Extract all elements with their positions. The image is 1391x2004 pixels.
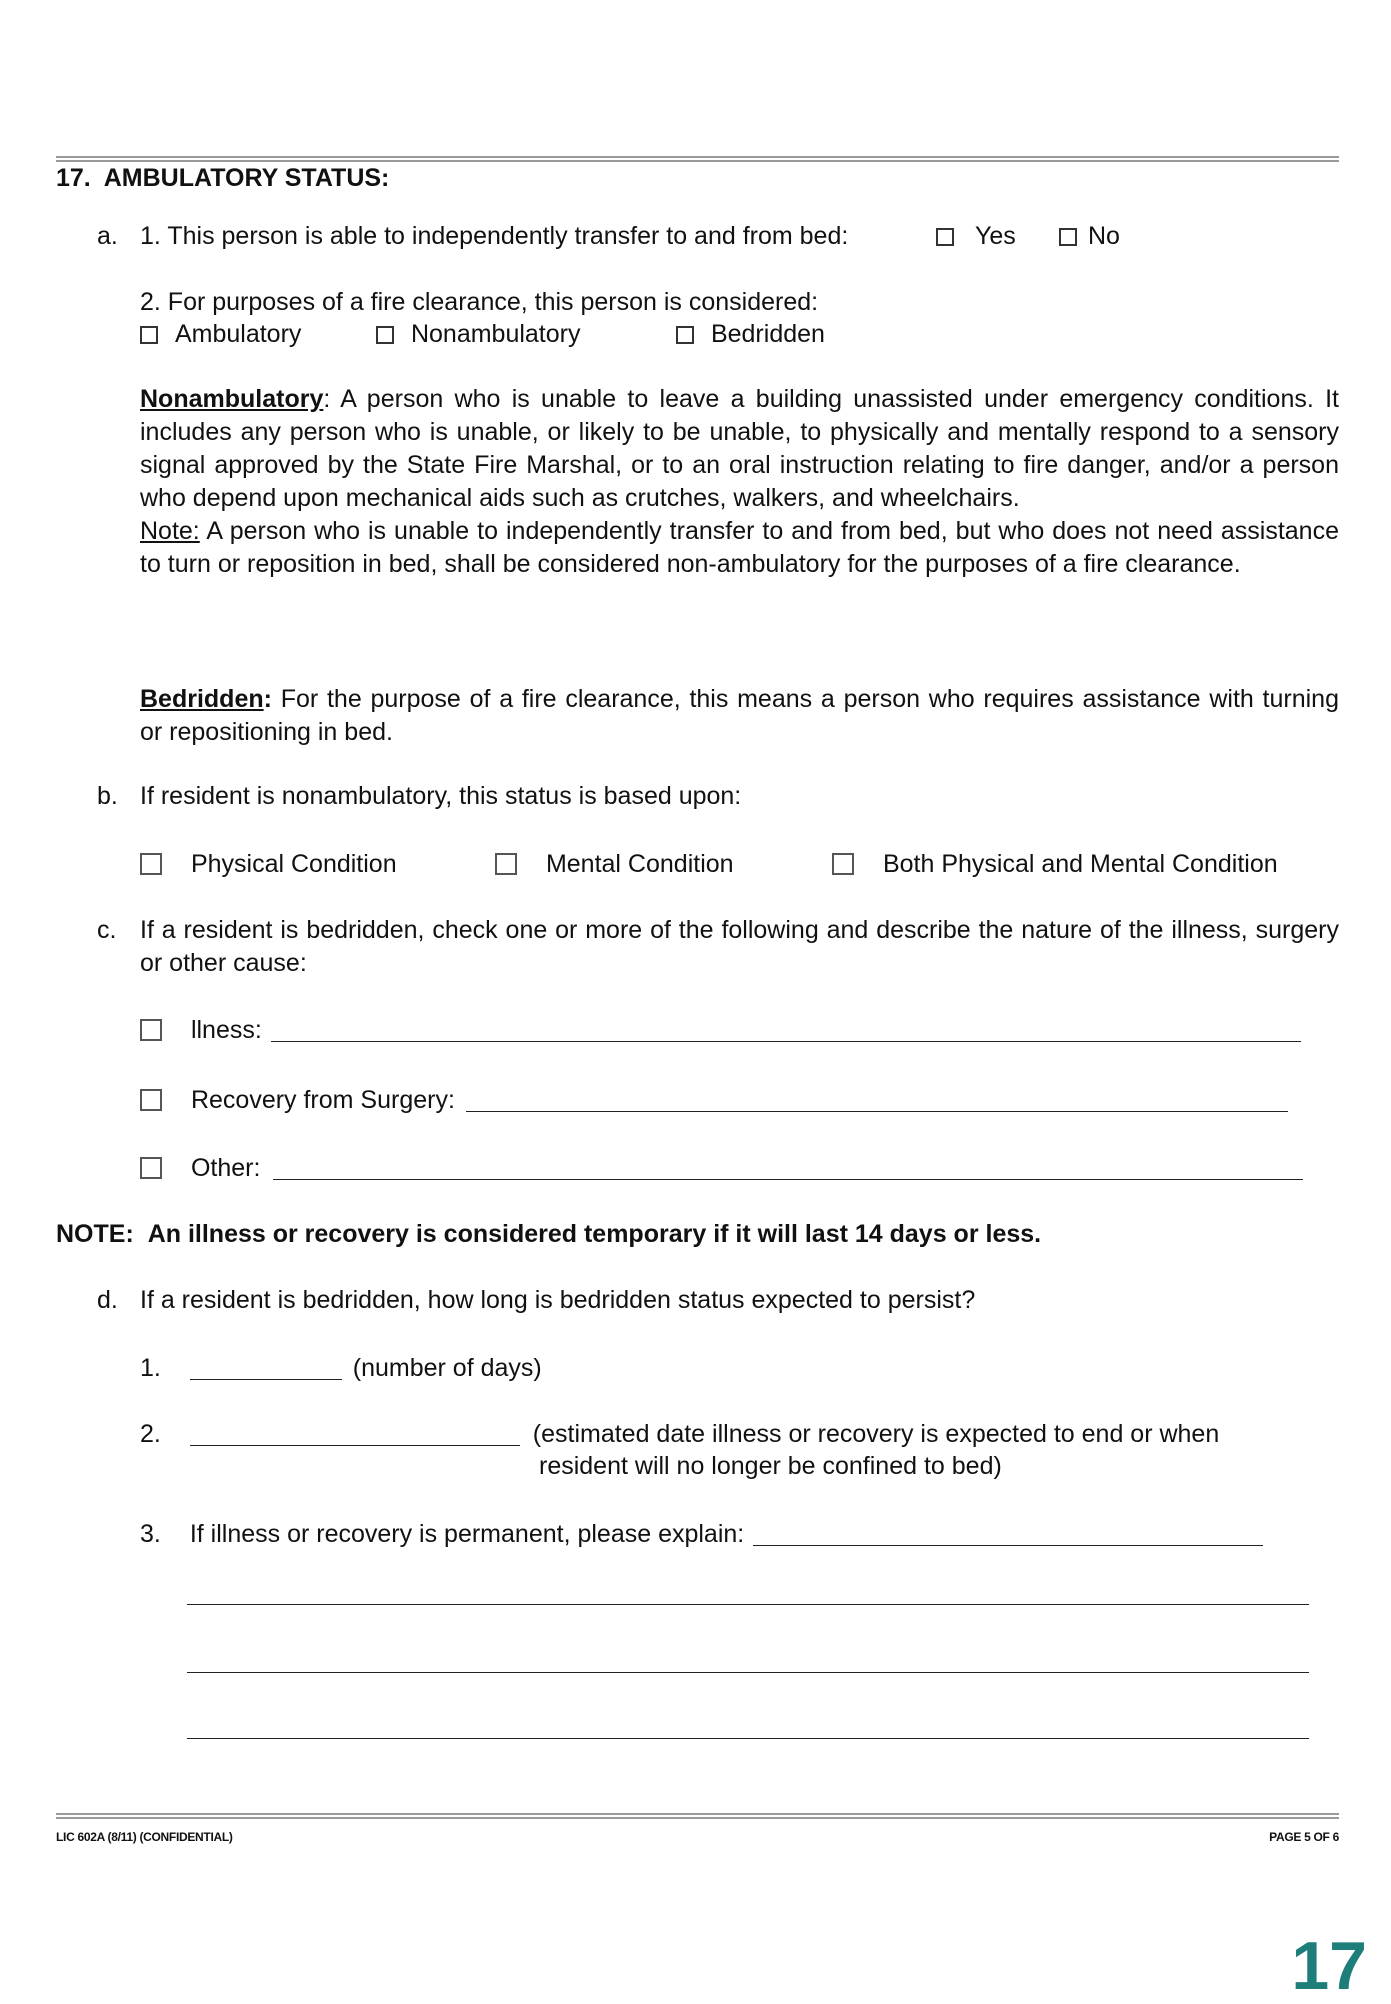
bedridden-checkbox[interactable] bbox=[676, 326, 694, 344]
transfer-yes-option[interactable] bbox=[936, 220, 1016, 252]
permanent-row bbox=[140, 1518, 1263, 1550]
nonambulatory-definition-text: : A person who is unable to leave a building unassisted under emergency conditions. It includes any person who is unable, or likely to be unable, to physically and mentally respond to a sensory signal approved by the State Fire Marshal, or to an oral instruction relating to fire danger, and/or a person who depend upon mechanical aids such as crutches, walkers, and wheelchairs. bbox=[140, 385, 1339, 512]
explanation-line-3[interactable] bbox=[187, 1714, 1309, 1739]
section-heading bbox=[56, 162, 389, 194]
both-conditions-option[interactable] bbox=[832, 848, 1278, 880]
temporary-note-text: An illness or recovery is considered temporary if it will last 14 days or less. bbox=[147, 1220, 1042, 1248]
illness-checkbox[interactable] bbox=[140, 1019, 162, 1041]
section-number: 17. bbox=[56, 164, 91, 192]
item-a-letter: a. bbox=[97, 222, 118, 250]
physical-condition-option[interactable] bbox=[140, 848, 397, 880]
other-cause-row bbox=[140, 1152, 1303, 1184]
section-title: AMBULATORY STATUS: bbox=[103, 164, 390, 192]
physical-condition-label: Physical Condition bbox=[190, 850, 397, 878]
mental-condition-option[interactable] bbox=[495, 848, 734, 880]
ambulatory-checkbox[interactable] bbox=[140, 326, 158, 344]
end-date-number: 2. bbox=[140, 1420, 161, 1448]
transfer-no-option[interactable] bbox=[1059, 220, 1120, 252]
illness-row bbox=[140, 1014, 1301, 1046]
nonambulatory-definition bbox=[140, 383, 1339, 581]
ambulatory-label: Ambulatory bbox=[174, 320, 302, 348]
physical-condition-checkbox[interactable] bbox=[140, 853, 162, 875]
end-date-input[interactable] bbox=[190, 1421, 520, 1446]
days-input[interactable] bbox=[190, 1355, 342, 1380]
both-conditions-label: Both Physical and Mental Condition bbox=[882, 850, 1278, 878]
permanent-label: If illness or recovery is permanent, please explain: bbox=[189, 1520, 745, 1548]
page-number-badge: 17 bbox=[1291, 1928, 1367, 2004]
days-label: (number of days) bbox=[352, 1354, 542, 1382]
nonambulatory-checkbox[interactable] bbox=[376, 326, 394, 344]
item-c-letter: c. bbox=[97, 916, 117, 944]
days-number: 1. bbox=[140, 1354, 161, 1382]
explanation-line-2[interactable] bbox=[187, 1648, 1309, 1673]
temporary-note-label: NOTE: bbox=[56, 1220, 134, 1248]
mental-condition-label: Mental Condition bbox=[545, 850, 734, 878]
permanent-number: 3. bbox=[140, 1520, 161, 1548]
transfer-no-label: No bbox=[1087, 222, 1120, 250]
end-date-row bbox=[140, 1418, 1219, 1450]
other-cause-input[interactable] bbox=[273, 1155, 1303, 1180]
transfer-no-checkbox[interactable] bbox=[1059, 228, 1077, 246]
mental-condition-checkbox[interactable] bbox=[495, 853, 517, 875]
item-d-letter: d. bbox=[97, 1286, 118, 1314]
bedridden-term: Bedridden bbox=[140, 685, 264, 713]
note-text: A person who is unable to independently transfer to and from bed, but who does not need assistance to turn or reposition in bed, shall be considered non-ambulatory for the purposes of a fire clearance. bbox=[140, 517, 1339, 578]
item-b-letter: b. bbox=[97, 782, 118, 810]
surgery-label: Recovery from Surgery: bbox=[190, 1086, 455, 1114]
nonambulatory-basis-question: If resident is nonambulatory, this status is based upon: bbox=[140, 782, 742, 810]
nonambulatory-term: Nonambulatory bbox=[140, 385, 324, 413]
surgery-row bbox=[140, 1084, 1288, 1116]
note-label: Note: bbox=[140, 517, 200, 545]
end-date-label-line2: resident will no longer be confined to bed) bbox=[539, 1452, 1002, 1480]
temporary-note bbox=[56, 1218, 1041, 1250]
bottom-divider bbox=[56, 1813, 1339, 1819]
illness-input[interactable] bbox=[271, 1017, 1301, 1042]
transfer-question: 1. This person is able to independently transfer to and from bed: bbox=[140, 222, 849, 250]
bedridden-definition-text: For the purpose of a fire clearance, this means a person who requires assistance with turning or repositioning in bed. bbox=[140, 685, 1339, 746]
both-conditions-checkbox[interactable] bbox=[832, 853, 854, 875]
transfer-yes-checkbox[interactable] bbox=[936, 228, 954, 246]
other-cause-label: Other: bbox=[190, 1154, 261, 1182]
page-indicator: PAGE 5 OF 6 bbox=[1269, 1830, 1339, 1844]
illness-label: llness: bbox=[190, 1016, 262, 1044]
days-row bbox=[140, 1352, 542, 1384]
form-id: LIC 602A (8/11) (CONFIDENTIAL) bbox=[56, 1830, 233, 1844]
duration-question: If a resident is bedridden, how long is bedridden status expected to persist? bbox=[140, 1286, 976, 1314]
surgery-input[interactable] bbox=[466, 1087, 1288, 1112]
surgery-checkbox[interactable] bbox=[140, 1089, 162, 1111]
status-ambulatory-option[interactable] bbox=[140, 318, 301, 350]
bedridden-label: Bedridden bbox=[710, 320, 825, 348]
status-nonambulatory-option[interactable] bbox=[376, 318, 580, 350]
bedridden-cause-question: If a resident is bedridden, check one or more of the following and describe the nature of the illness, surgery or other cause: bbox=[140, 916, 1339, 977]
fire-clearance-question: 2. For purposes of a fire clearance, this person is considered: bbox=[140, 288, 819, 316]
permanent-input[interactable] bbox=[753, 1521, 1263, 1546]
end-date-label-line1: (estimated date illness or recovery is expected to end or when bbox=[532, 1420, 1220, 1448]
status-bedridden-option[interactable] bbox=[676, 318, 825, 350]
nonambulatory-label: Nonambulatory bbox=[410, 320, 581, 348]
explanation-line-1[interactable] bbox=[187, 1580, 1309, 1605]
bedridden-definition: Bedridden: For the purpose of a fire clearance, this means a person who requires assistance with turning or repositioning in bed. bbox=[140, 685, 1339, 746]
other-cause-checkbox[interactable] bbox=[140, 1157, 162, 1179]
transfer-yes-label: Yes bbox=[974, 222, 1016, 250]
